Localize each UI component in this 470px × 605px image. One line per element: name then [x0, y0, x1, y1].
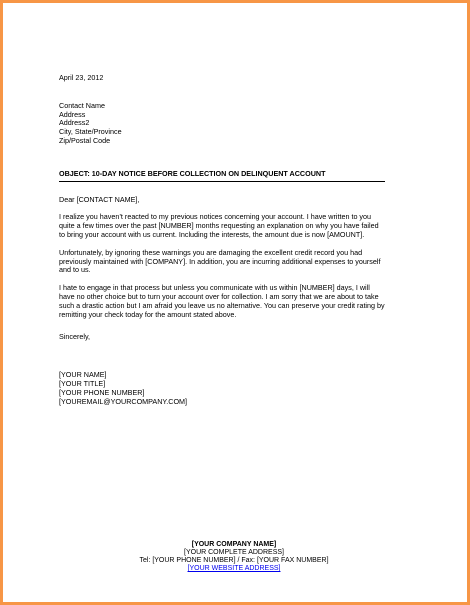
- signature-email: [YOUREMAIL@YOURCOMPANY.COM]: [59, 396, 188, 406]
- salutation: Dear [CONTACT NAME],: [59, 194, 140, 204]
- closing: Sincerely,: [59, 332, 91, 342]
- signature-title: [YOUR TITLE]: [59, 378, 106, 388]
- address-line-address: Address: [59, 109, 86, 119]
- recipient-address: [59, 102, 385, 146]
- address-line-contact-name: Contact Name: [59, 100, 105, 110]
- letter-date: April 23, 2012: [59, 73, 104, 82]
- object-heading: OBJECT: 10-DAY NOTICE BEFORE COLLECTION ON DELINQUENT ACCOUNT: [59, 170, 385, 182]
- signature-block: [59, 371, 385, 406]
- letterhead-footer: [59, 541, 409, 573]
- address-line-zip: Zip/Postal Code: [59, 135, 111, 145]
- signature-phone: [YOUR PHONE NUMBER]: [59, 387, 145, 397]
- signature-name: [YOUR NAME]: [59, 370, 107, 380]
- paragraph-3: I hate to engage in that process but unless you communicate with us within [NUMBER] days, I will have no other choice but to turn your account over for collection. I am sorry that we are about to take such a drastic action but I am afraid you leave us no alternative. You can preserve your credit rating by remitting your check today for the amount stated above.: [59, 283, 385, 319]
- paragraph-1: I realize you haven’t reacted to my previous notices concerning your account. I have written to you quite a few times over the past [NUMBER] months requesting an explanation on why you have failed to bring your account with us current. Including the interests, the amount due is now [AMOUNT].: [59, 212, 379, 239]
- paragraph-2: Unfortunately, by ignoring these warnings you are damaging the excellent credit record you had previously maintained with [COMPANY]. In addition, you are incurring additional expenses to yourself and to us.: [59, 247, 381, 275]
- address-line-city: City, State/Province: [59, 127, 122, 137]
- footer-company-name: [YOUR COMPANY NAME]: [191, 541, 277, 548]
- footer-address: [YOUR COMPLETE ADDRESS]: [184, 549, 284, 556]
- letter-body: [59, 74, 385, 406]
- footer-website-link[interactable]: [YOUR WEBSITE ADDRESS]: [187, 565, 281, 572]
- address-line-address2: Address2: [59, 118, 90, 128]
- footer-contact: Tel: [YOUR PHONE NUMBER] / Fax: [YOUR FAX NUMBER]: [139, 557, 329, 564]
